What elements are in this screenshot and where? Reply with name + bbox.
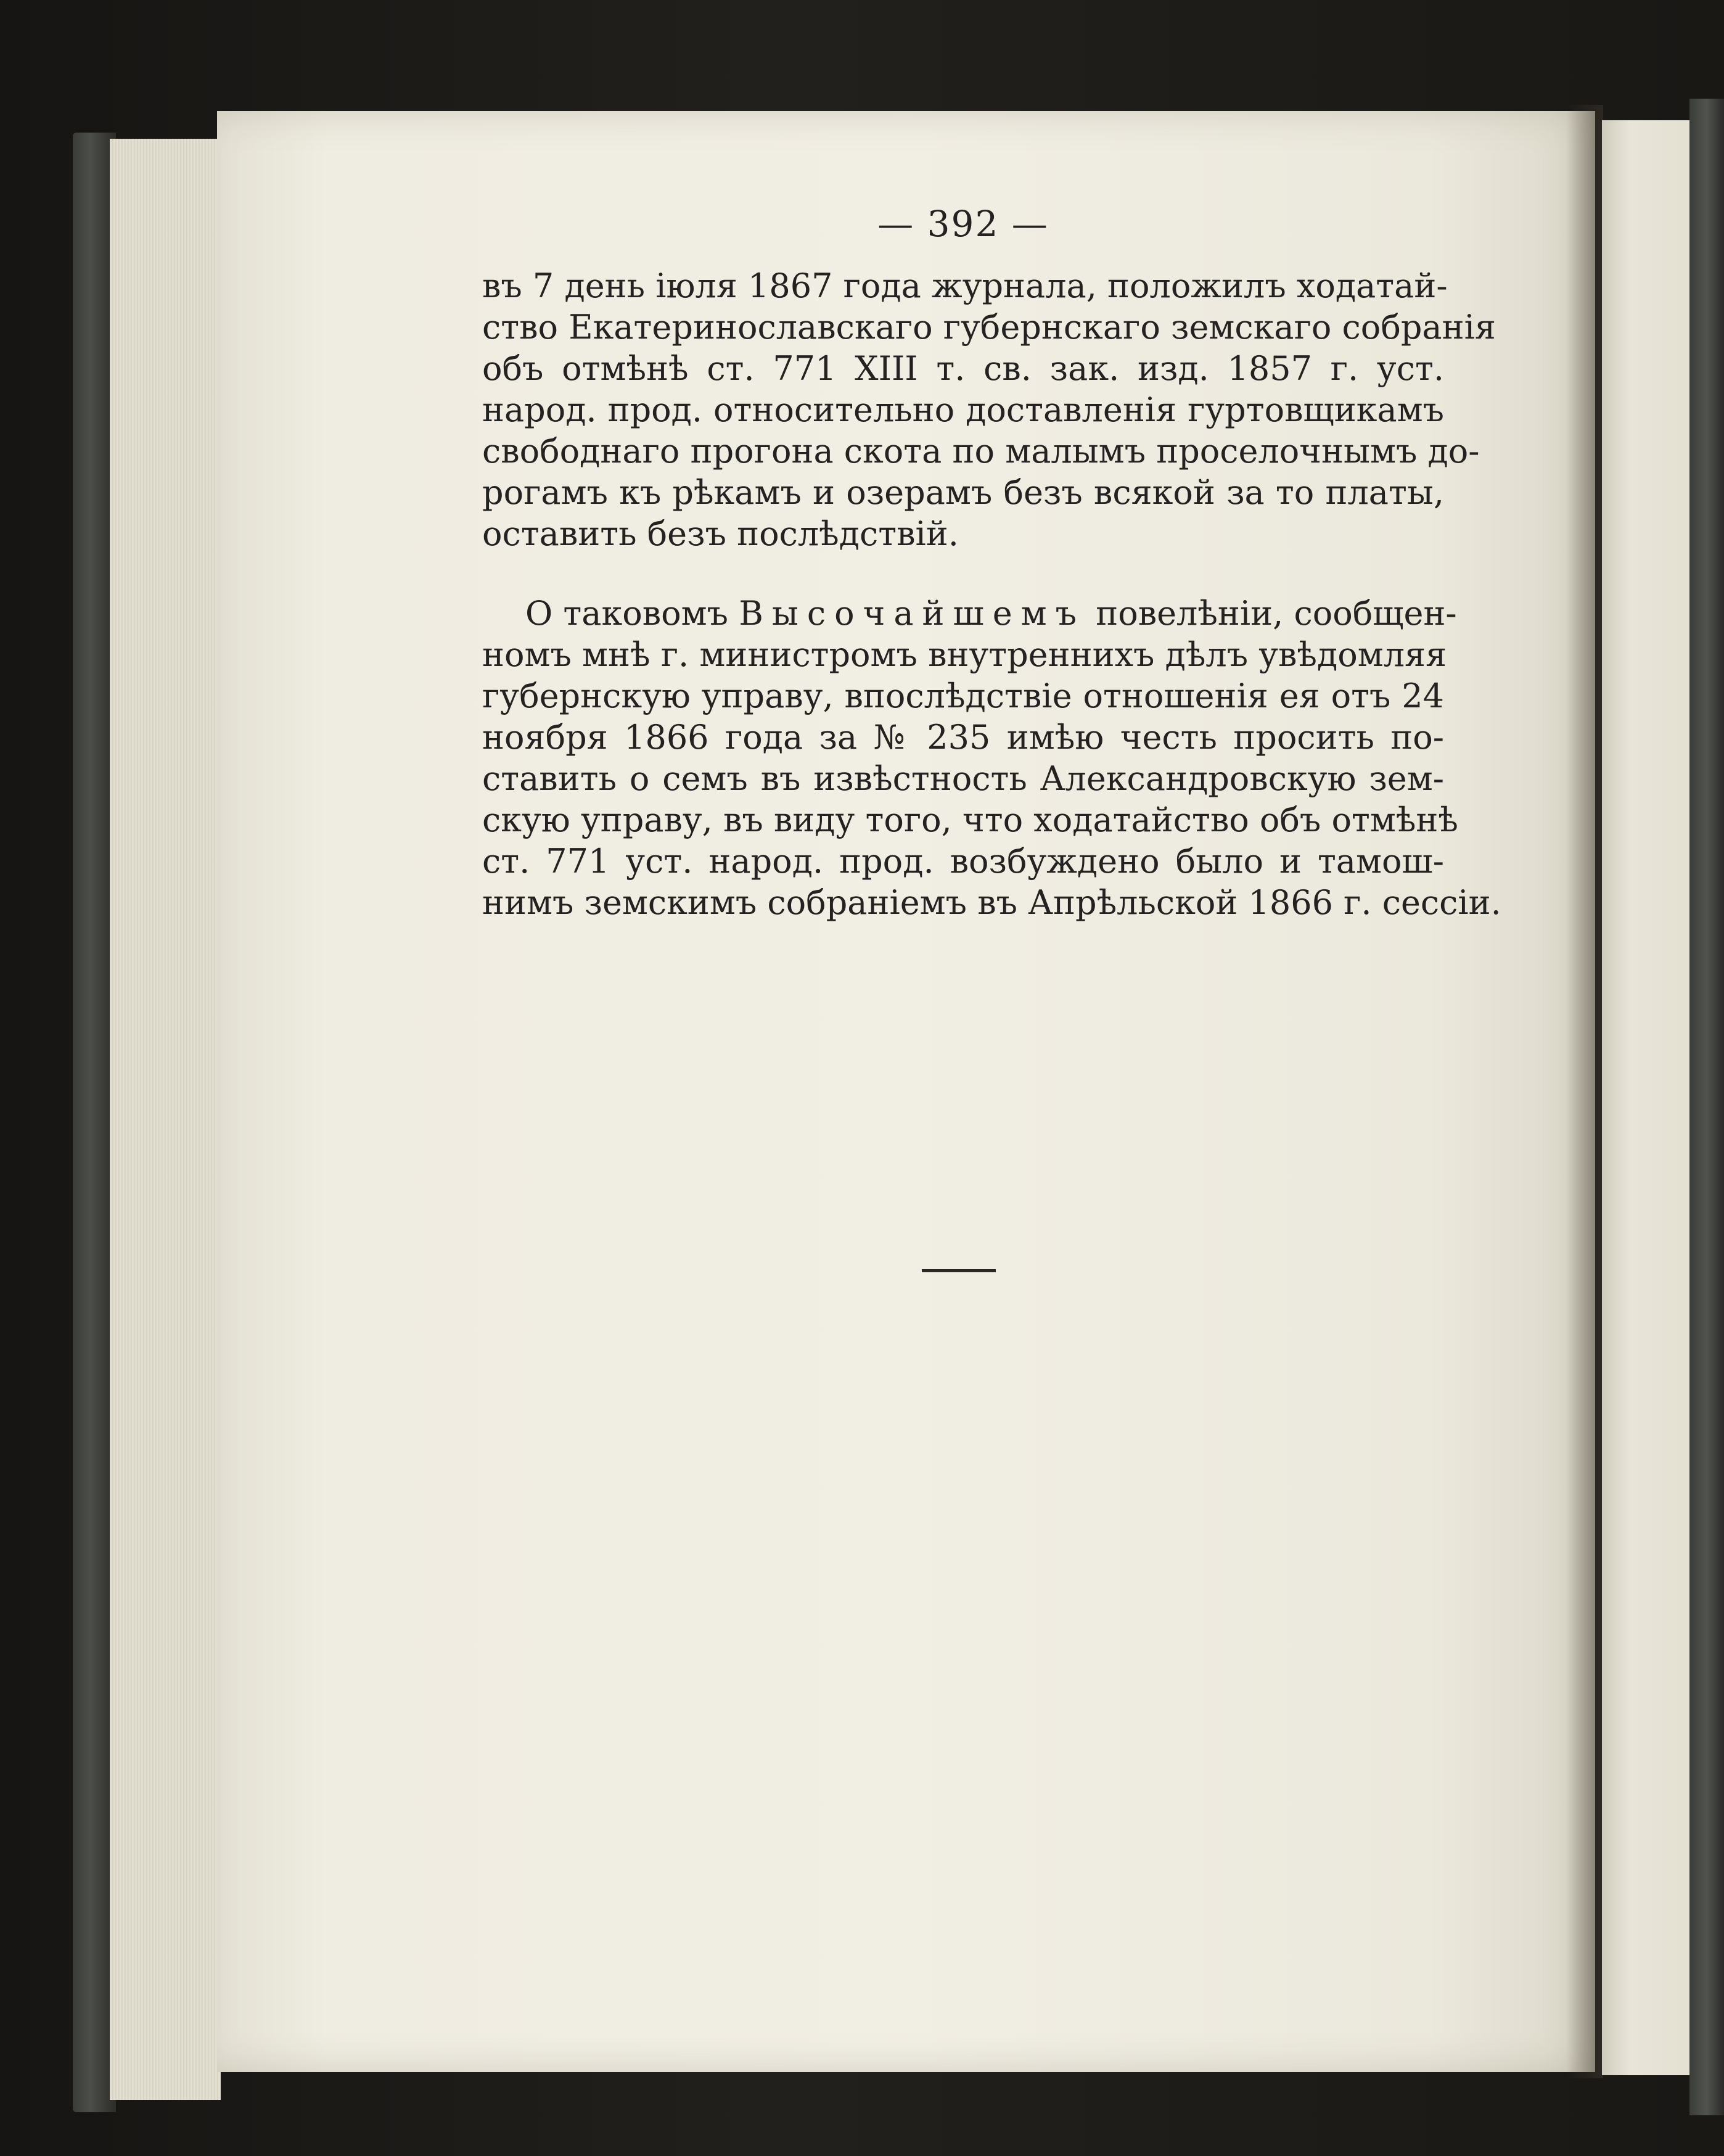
text-line: свободнаго прогона скота по малымъ проселочнымъ до-: [482, 432, 1480, 471]
paragraph-2: [482, 593, 1501, 923]
page-text: [482, 196, 1501, 923]
text-line: объ отмѣнѣ ст. 771 XIII т. св. зак. изд. 1857 г. уст.: [482, 349, 1444, 388]
text-line: губернскую управу, впослѣдствіе отношенія ея отъ 24: [482, 677, 1444, 715]
text-line: ство Екатеринославскаго губернскаго земскаго собранія: [482, 308, 1496, 347]
book-cover-right: [1689, 99, 1724, 2115]
end-rule: [922, 1269, 996, 1272]
text-line: рогамъ къ рѣкамъ и озерамъ безъ всякой за то платы,: [482, 473, 1444, 512]
text-line: народ. прод. относительно доставленія гуртовщикамъ: [482, 390, 1444, 429]
page-gutter-shadow: [1566, 105, 1603, 2078]
facing-page-edge: [1602, 120, 1694, 2075]
emphasized-word: Высочайшемъ: [739, 594, 1086, 633]
text-line: ставить о семъ въ извѣстность Александровскую зем-: [482, 759, 1444, 798]
text-line: ноября 1866 года за № 235 имѣю честь просить по-: [482, 718, 1444, 757]
text-line: нимъ земскимъ собраніемъ въ Апрѣльской 1866 г. сессіи.: [482, 883, 1501, 922]
paragraph-1: [482, 265, 1496, 554]
text-line: въ 7 день іюля 1867 года журнала, положилъ ходатай-: [482, 266, 1448, 305]
text-line: оставить безъ послѣдствій.: [482, 514, 959, 553]
text-line: [482, 593, 1457, 634]
text-run: повелѣніи, сообщен-: [1085, 594, 1457, 633]
text-line: скую управу, въ виду того, что ходатайство объ отмѣнѣ: [482, 800, 1458, 839]
page-block-edge: [110, 139, 221, 2100]
text-line: номъ мнѣ г. министромъ внутреннихъ дѣлъ увѣдомляя: [482, 635, 1447, 674]
text-run: О таковомъ: [525, 594, 739, 633]
text-line: ст. 771 уст. народ. прод. возбуждено было и тамош-: [482, 842, 1444, 881]
page-number: — 392 —: [877, 203, 1049, 245]
